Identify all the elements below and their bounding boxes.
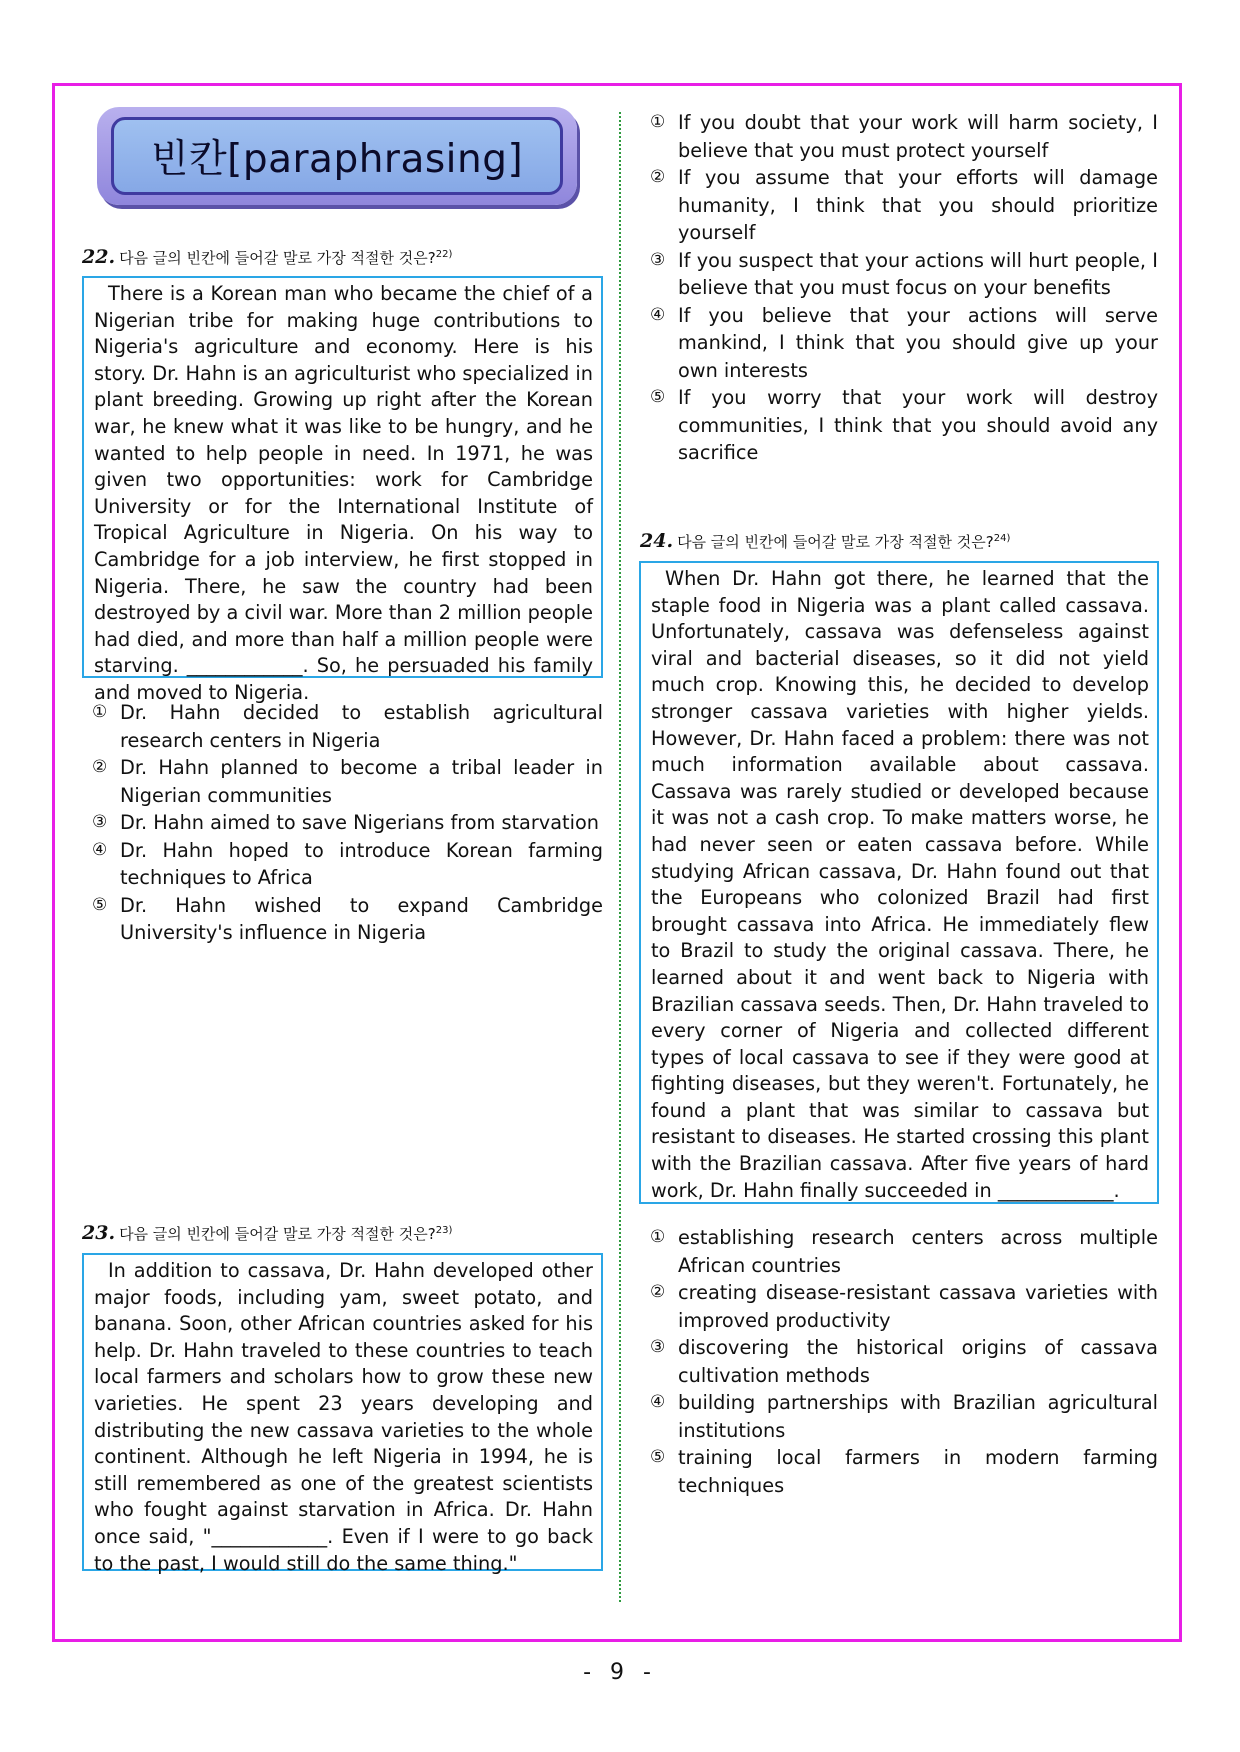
q23-choice-4-text: If you believe that your actions will serve mankind, I think that you should give up your own interests [678, 303, 1158, 382]
q22-choice-3[interactable] [92, 809, 603, 837]
q24-choice-2-text: creating disease-resistant cassava varieties with improved productivity [678, 1281, 1158, 1332]
q24-choice-4-number: ④ [650, 1392, 666, 1412]
q22-choices [92, 699, 603, 947]
q22-choice-1[interactable] [92, 699, 603, 754]
q24-choice-3[interactable] [650, 1334, 1158, 1389]
q22-passage-box [82, 276, 603, 704]
q23-heading [82, 1222, 452, 1244]
q22-number: 22. [82, 246, 116, 268]
q23-number: 23. [82, 1222, 116, 1244]
q24-prompt: 다음 글의 빈칸에 들어갈 말로 가장 적절한 것은? [677, 533, 994, 551]
q24-choice-5-number: ⑤ [650, 1447, 666, 1467]
q24-footnote: 24) [993, 533, 1011, 544]
q23-prompt: 다음 글의 빈칸에 들어갈 말로 가장 적절한 것은? [119, 1225, 436, 1243]
section-title: 빈칸[paraphrasing] [150, 137, 524, 182]
q23-choice-2-text: If you assume that your efforts will damage humanity, I think that you should prioritize yourself [678, 166, 1158, 244]
q23-choice-1-number: ① [650, 112, 666, 132]
q23-choice-5-number: ⑤ [650, 387, 666, 407]
q24-choice-4-text: building partnerships with Brazilian agricultural institutions [678, 1391, 1158, 1442]
page-number: - 9 - [583, 1660, 657, 1685]
q23-choices [650, 109, 1158, 467]
q22-choice-2[interactable] [92, 754, 603, 809]
q22-choice-4-number: ④ [92, 839, 108, 860]
q23-choice-5[interactable] [650, 384, 1158, 467]
section-title-badge [97, 107, 577, 205]
q23-choice-4[interactable] [650, 302, 1158, 385]
q24-choice-5[interactable] [650, 1444, 1158, 1499]
q22-choice-3-number: ③ [92, 812, 108, 832]
q24-choice-1[interactable] [650, 1224, 1158, 1279]
q22-choice-1-number: ① [92, 702, 108, 722]
q22-heading [82, 246, 452, 268]
q24-choice-2[interactable] [650, 1279, 1158, 1334]
q24-choice-3-number: ③ [650, 1337, 666, 1357]
section-title-inner [111, 117, 563, 195]
q22-choice-5[interactable] [92, 892, 603, 947]
q23-footnote: 23) [435, 1225, 453, 1236]
q23-choice-3-number: ③ [650, 249, 666, 270]
q23-passage-box [82, 1253, 603, 1575]
q24-number: 24. [640, 530, 674, 552]
q24-choice-2-number: ② [650, 1282, 666, 1302]
q23-choice-5-text: If you worry that your work will destroy communities, I think that you should avoid any sacrifice [678, 386, 1158, 464]
q23-choice-3[interactable] [650, 247, 1158, 302]
q22-choice-4[interactable] [92, 837, 603, 892]
q22-footnote: 22) [435, 249, 453, 260]
column-divider [619, 112, 621, 1602]
q24-choices [650, 1224, 1158, 1499]
q22-prompt: 다음 글의 빈칸에 들어갈 말로 가장 적절한 것은? [119, 249, 436, 267]
q23-choice-2[interactable] [650, 164, 1158, 247]
q23-passage: In addition to cassava, Dr. Hahn developed other major foods, including yam, sweet potato, and banana. Soon, other African countries asked for his help. Dr. Hahn traveled to these countries to teach local farmers and scholars how to grow these new varieties. He spent 23 years developing and distributing the new cassava varieties to the whole continent. Although he left Nigeria in 1994, he is still remembered as one of the greatest scientists who fought against starvation in Africa. Dr. Hahn once said, "____________. Even if I were to go back to the past, I would still do the same thing." [94, 1259, 593, 1575]
q24-heading [640, 530, 1010, 552]
q24-choice-4[interactable] [650, 1389, 1158, 1444]
q22-choice-1-text: Dr. Hahn decided to establish agricultural research centers in Nigeria [120, 701, 603, 752]
q24-choice-1-number: ① [650, 1227, 666, 1247]
q23-choice-3-text: If you suspect that your actions will hurt people, I believe that you must focus on your benefits [678, 248, 1158, 299]
q23-choice-4-number: ④ [650, 304, 666, 325]
q22-choice-4-text: Dr. Hahn hoped to introduce Korean farming techniques to Africa [120, 838, 603, 889]
q22-choice-2-number: ② [92, 757, 108, 777]
q22-passage: There is a Korean man who became the chief of a Nigerian tribe for making huge contributions to Nigeria's agriculture and economy. Here is his story. Dr. Hahn is an agriculturist who specialized in plant breeding. Growing up right after the Korean war, he knew what it was like to be hungry, and he wanted to help people in need. In 1971, he was given two opportunities: work for Cambridge University or for the International Institute of Tropical Agriculture in Nigeria. On his way to Cambridge for a job interview, he first stopped in Nigeria. There, he saw the country had been destroyed by a civil war. More than 2 million people had died, and more than half a million people were starving. ____________. So, he persuaded his family and moved to Nigeria. [94, 282, 593, 704]
q22-choice-2-text: Dr. Hahn planned to become a tribal leader in Nigerian communities [120, 756, 603, 807]
q24-choice-3-text: discovering the historical origins of cassava cultivation methods [678, 1336, 1158, 1387]
q24-passage-box [639, 561, 1159, 1204]
q22-choice-5-text: Dr. Hahn wished to expand Cambridge University's influence in Nigeria [120, 893, 603, 944]
q22-choice-3-text: Dr. Hahn aimed to save Nigerians from starvation [120, 811, 599, 834]
q23-choice-1-text: If you doubt that your work will harm society, I believe that you must protect yourself [678, 111, 1158, 162]
q22-choice-5-number: ⑤ [92, 894, 108, 915]
q24-choice-1-text: establishing research centers across multiple African countries [678, 1226, 1158, 1277]
q23-choice-2-number: ② [650, 167, 666, 187]
q23-choice-1[interactable] [650, 109, 1158, 164]
q24-passage: When Dr. Hahn got there, he learned that the staple food in Nigeria was a plant called cassava. Unfortunately, cassava was defenseless against viral and bacterial diseases, so it did not yield much crop. Knowing this, he decided to develop stronger cassava varieties with higher yields. However, Dr. Hahn faced a problem: there was not much information available about cassava. Cassava was rarely studied or developed because it was not a cash crop. To make matters worse, he had never seen or eaten cassava before. While studying African cassava, Dr. Hahn found out that the Europeans who colonized Brazil had first brought cassava into Africa. He immediately flew to Brazil to study the original cassava. There, he learned about it and went back to Nigeria with Brazilian cassava seeds. Then, Dr. Hahn traveled to every corner of Nigeria and collected different types of local cassava to see if they were good at fighting diseases, but they weren't. Fortunately, he found a plant that was similar to cassava but resistant to diseases. He started crossing this plant with the Brazilian cassava. After five years of hard work, Dr. Hahn finally succeeded in ____________. [651, 567, 1149, 1202]
q24-choice-5-text: training local farmers in modern farming techniques [678, 1446, 1158, 1497]
